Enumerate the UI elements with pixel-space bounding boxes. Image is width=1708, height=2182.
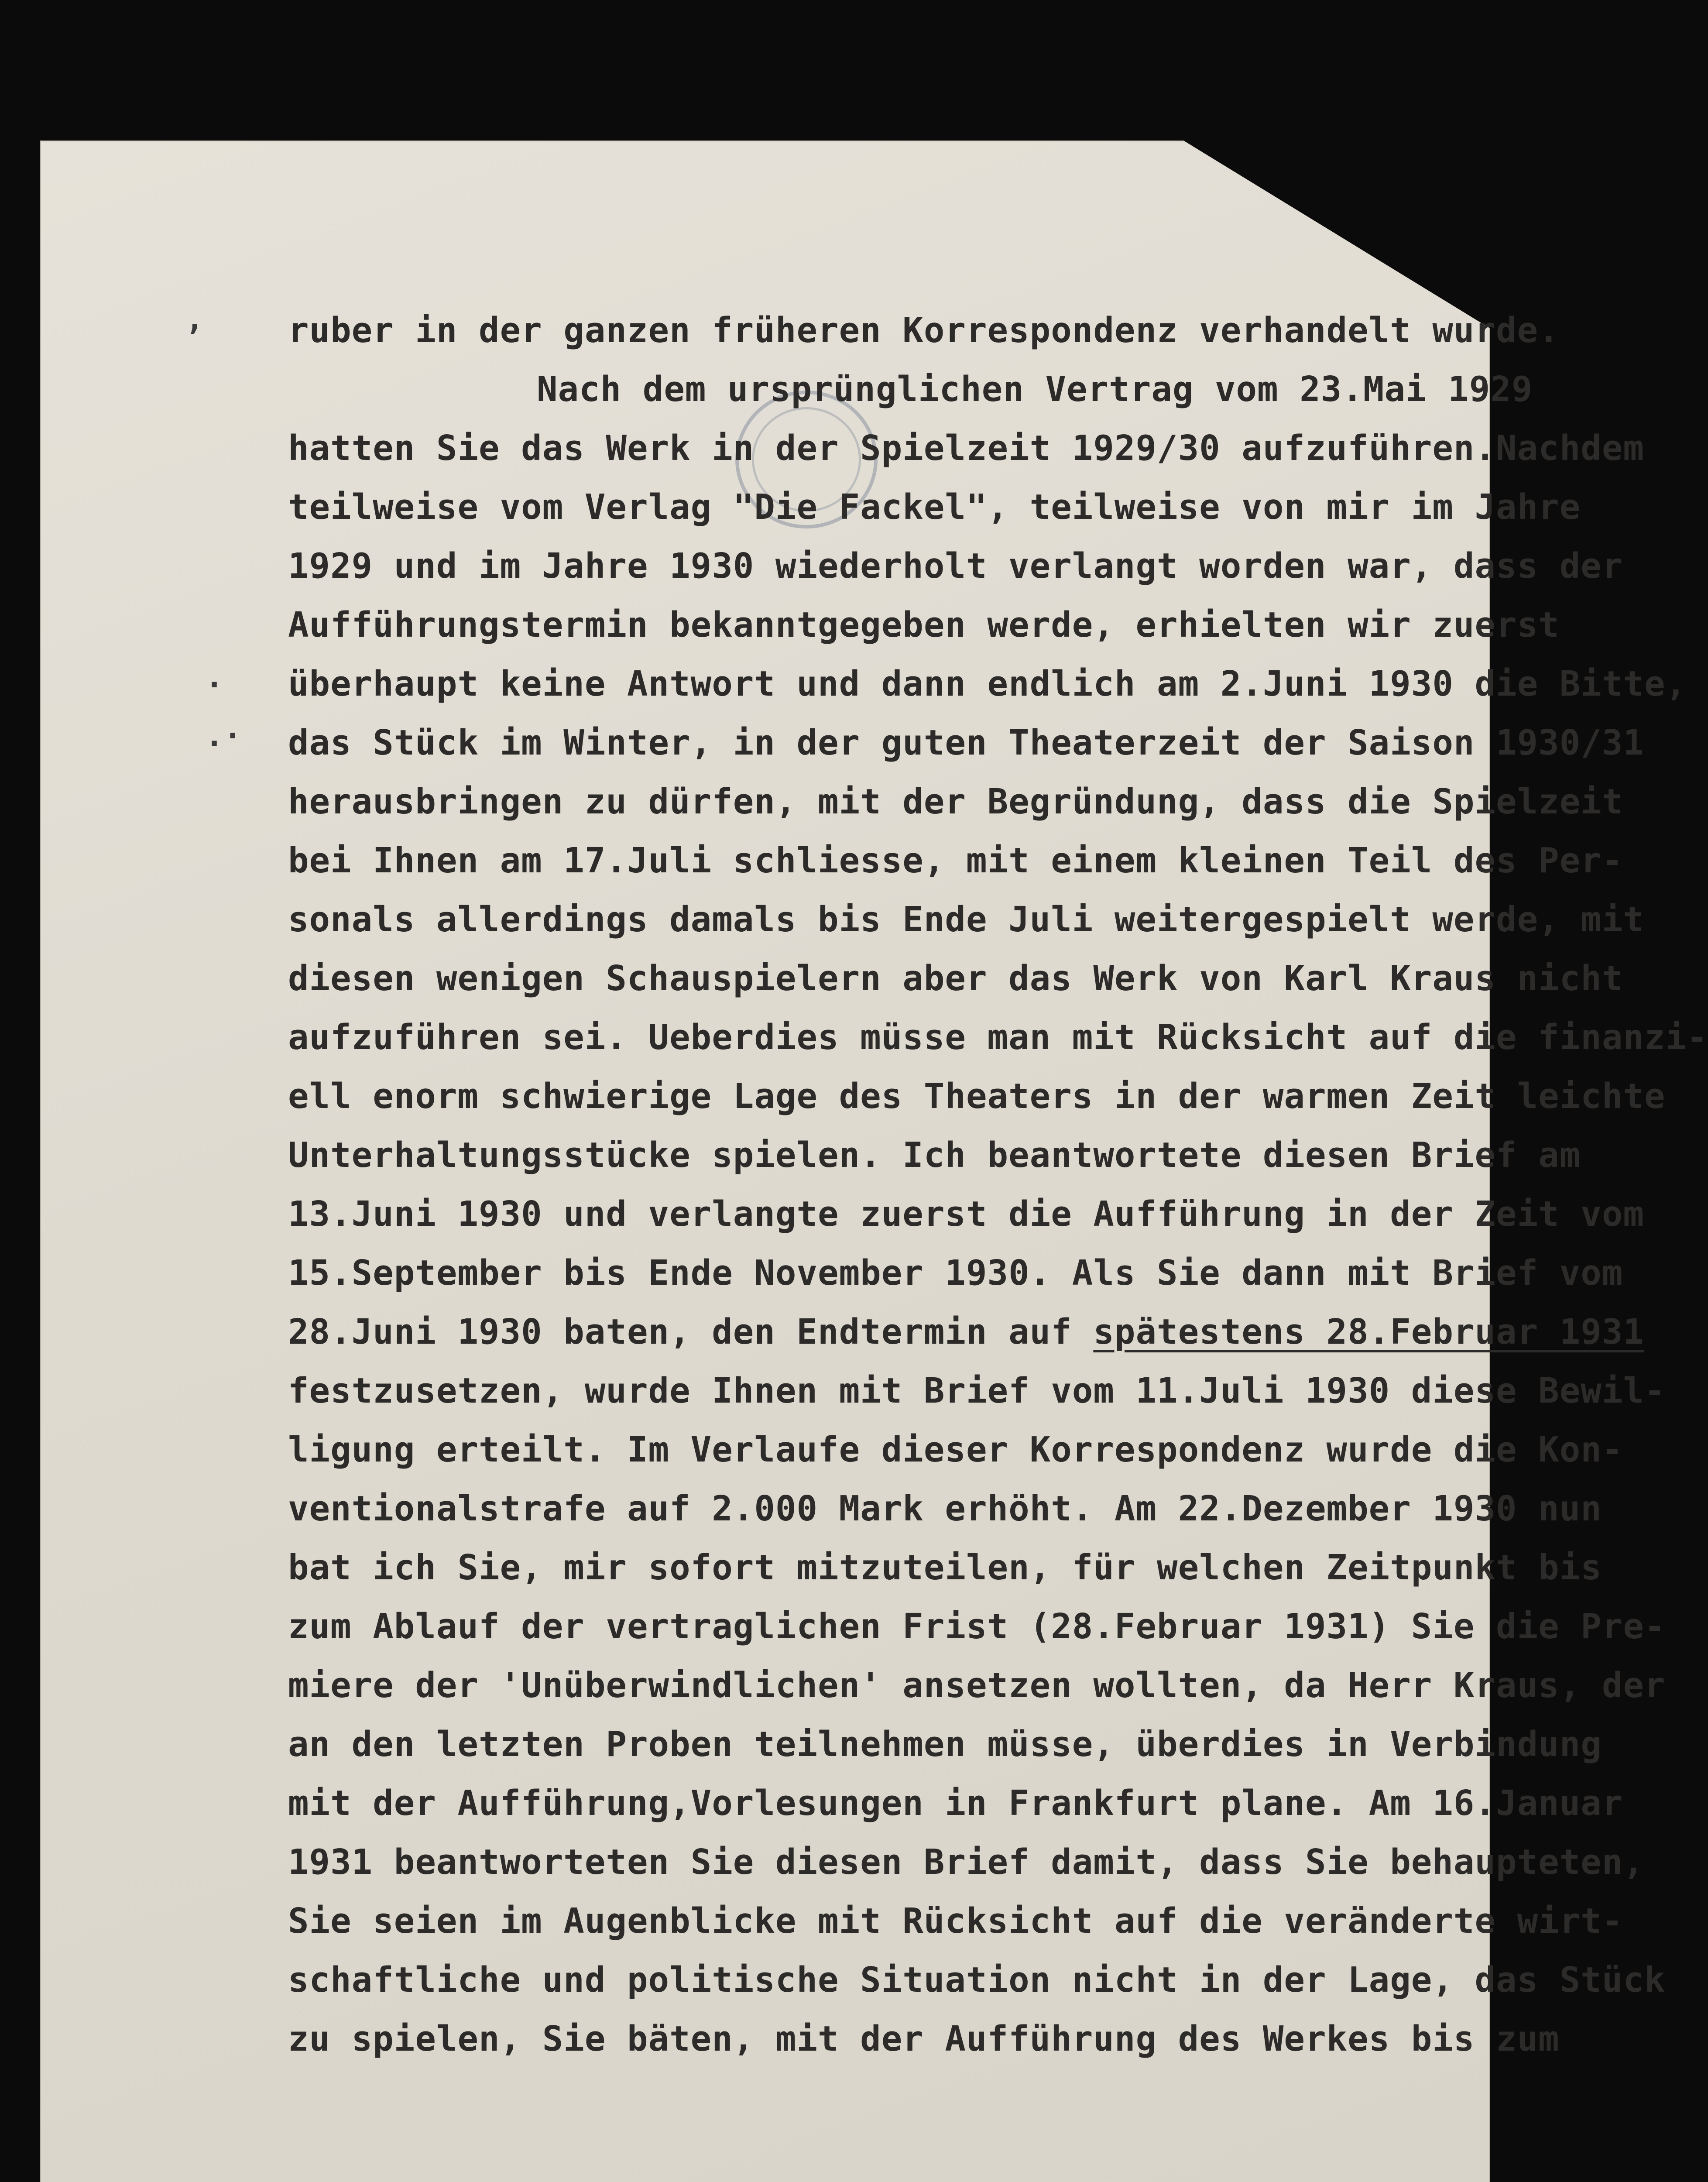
text-line: hatten Sie das Werk in der Spielzeit 1929/30 aufzuführen.Nachdem [288, 428, 1644, 468]
text-line: an den letzten Proben teilnehmen müsse, überdies in Verbindung [288, 1724, 1602, 1764]
text-line: miere der 'Unüberwindlichen' ansetzen wollten, da Herr Kraus, der [288, 1665, 1666, 1705]
text-line: diesen wenigen Schauspielern aber das Werk von Karl Kraus nicht [288, 958, 1623, 998]
text-line: ruber in der ganzen früheren Korrespondenz verhandelt wurde. [288, 310, 1560, 350]
text-line: Nach dem ursprünglichen Vertrag vom 23.Mai 1929 [537, 369, 1533, 409]
text-line-start: 28.Juni 1930 baten, den Endtermin auf [288, 1312, 1094, 1352]
text-line: herausbringen zu dürfen, mit der Begründung, dass die Spielzeit [288, 782, 1623, 822]
text-line: 1931 beantworteten Sie diesen Brief damit, dass Sie behaupteten, [288, 1842, 1644, 1882]
text-line: teilweise vom Verlag "Die Fackel", teilweise von mir im Jahre [288, 487, 1581, 527]
show-through-top [1156, 236, 1178, 273]
margin-mark-comma: , [185, 301, 204, 337]
text-line: festzusetzen, wurde Ihnen mit Brief vom 11.Juli 1930 diese Bewil- [288, 1371, 1666, 1411]
text-line: ell enorm schwierige Lage des Theaters in der warmen Zeit leichte [288, 1076, 1666, 1116]
text-line: das Stück im Winter, in der guten Theaterzeit der Saison 1930/31 [288, 723, 1644, 763]
text-line: Aufführungstermin bekanntgegeben werde, erhielten wir zuerst [288, 605, 1560, 645]
underlined-deadline: spätestens 28.Februar 1931 [1093, 1312, 1644, 1352]
text-line-with-underline [288, 1303, 1644, 1362]
text-line: bei Ihnen am 17.Juli schliesse, mit einem kleinen Teil des Per- [288, 841, 1623, 881]
text-line: Sie seien im Augenblicke mit Rücksicht auf die veränderte wirt- [288, 1901, 1623, 1941]
text-line: Unterhaltungsstücke spielen. Ich beantwortete diesen Brief am [288, 1135, 1581, 1175]
text-line: aufzuführen sei. Ueberdies müsse man mit Rücksicht auf die finanzi- [288, 1017, 1708, 1057]
margin-mark-dot-2: .· [205, 718, 242, 754]
text-line: zum Ablauf der vertraglichen Frist (28.Februar 1931) Sie die Pre- [288, 1606, 1666, 1647]
text-line: 13.Juni 1930 und verlangte zuerst die Aufführung in der Zeit vom [288, 1194, 1644, 1234]
letter-body [288, 301, 1708, 2069]
margin-mark-dot-1: . [205, 659, 224, 695]
text-line: schaftliche und politische Situation nicht in der Lage, das Stück [288, 1960, 1666, 2000]
text-line: sonals allerdings damals bis Ende Juli weitergespielt werde, mit [288, 899, 1644, 940]
text-line: mit der Aufführung,Vorlesungen in Frankfurt plane. Am 16.Januar [288, 1783, 1623, 1823]
text-line: überhaupt keine Antwort und dann endlich am 2.Juni 1930 die Bitte, [288, 664, 1687, 704]
text-line: zu spielen, Sie bäten, mit der Aufführung des Werkes bis zum [288, 2019, 1560, 2059]
text-line: 1929 und im Jahre 1930 wiederholt verlangt worden war, dass der [288, 546, 1623, 586]
text-line: ventionalstrafe auf 2.000 Mark erhöht. Am 22.Dezember 1930 nun [288, 1489, 1602, 1529]
text-line: 15.September bis Ende November 1930. Als Sie dann mit Brief vom [288, 1253, 1623, 1293]
text-line: ligung erteilt. Im Verlaufe dieser Korrespondenz wurde die Kon- [288, 1430, 1623, 1470]
text-line: bat ich Sie, mir sofort mitzuteilen, für welchen Zeitpunkt bis [288, 1547, 1602, 1588]
